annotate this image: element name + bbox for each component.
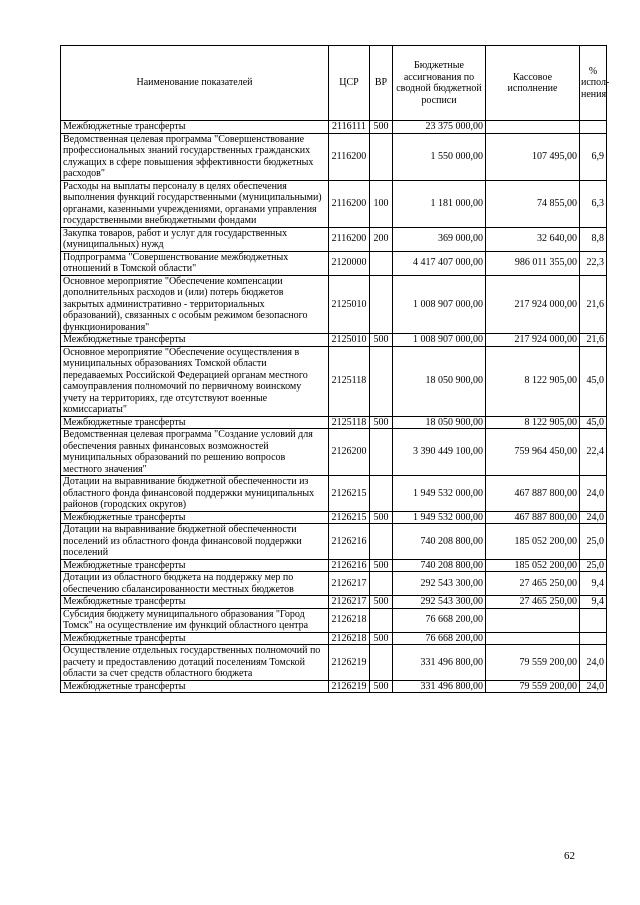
row-name: Субсидия бюджету муниципального образования "Город Томск" на осуществление им функций областного центра bbox=[61, 608, 329, 632]
row-vr bbox=[370, 346, 393, 416]
table-row bbox=[61, 251, 607, 275]
row-assigned: 1 550 000,00 bbox=[393, 133, 486, 180]
row-csr: 2116200 bbox=[329, 133, 370, 180]
row-csr: 2126218 bbox=[329, 632, 370, 645]
header-pct: % испол-нения bbox=[580, 46, 607, 121]
row-vr: 500 bbox=[370, 680, 393, 693]
row-cash: 8 122 905,00 bbox=[486, 346, 580, 416]
row-csr: 2120000 bbox=[329, 251, 370, 275]
row-pct: 24,0 bbox=[580, 476, 607, 512]
row-csr: 2125118 bbox=[329, 416, 370, 429]
row-csr: 2126215 bbox=[329, 511, 370, 524]
page-number: 62 bbox=[564, 850, 575, 862]
row-assigned: 740 208 800,00 bbox=[393, 559, 486, 572]
row-pct: 22,4 bbox=[580, 429, 607, 476]
row-csr: 2126215 bbox=[329, 476, 370, 512]
row-cash: 27 465 250,00 bbox=[486, 572, 580, 596]
row-cash: 32 640,00 bbox=[486, 227, 580, 251]
row-name: Межбюджетные трансферты bbox=[61, 680, 329, 693]
row-csr: 2126218 bbox=[329, 608, 370, 632]
row-name: Осуществление отдельных государственных полномочий по расчету и предоставлению дотаций поселениям Томской области за счет средств областного бюджета bbox=[61, 645, 329, 681]
row-assigned: 1 181 000,00 bbox=[393, 180, 486, 227]
row-vr: 500 bbox=[370, 416, 393, 429]
row-pct: 9,4 bbox=[580, 596, 607, 609]
row-vr bbox=[370, 429, 393, 476]
row-name: Межбюджетные трансферты bbox=[61, 416, 329, 429]
row-assigned: 1 008 907 000,00 bbox=[393, 334, 486, 347]
row-vr bbox=[370, 133, 393, 180]
row-vr: 500 bbox=[370, 511, 393, 524]
row-pct: 21,6 bbox=[580, 275, 607, 334]
row-name: Расходы на выплаты персоналу в целях обеспечения выполнения функций государственными (муниципальными) органами, казенными учреждениями, органами управления государственными внебюджетными фондами bbox=[61, 180, 329, 227]
header-name: Наименование показателей bbox=[61, 46, 329, 121]
row-assigned: 331 496 800,00 bbox=[393, 645, 486, 681]
row-assigned: 76 668 200,00 bbox=[393, 608, 486, 632]
row-csr: 2116111 bbox=[329, 121, 370, 134]
row-pct: 25,0 bbox=[580, 559, 607, 572]
row-pct: 45,0 bbox=[580, 346, 607, 416]
row-csr: 2116200 bbox=[329, 180, 370, 227]
table-row bbox=[61, 346, 607, 416]
header-assigned: Бюджетные ассигнования по сводной бюджетной росписи bbox=[393, 46, 486, 121]
row-pct: 24,0 bbox=[580, 680, 607, 693]
table-row bbox=[61, 680, 607, 693]
table-row bbox=[61, 572, 607, 596]
row-cash: 79 559 200,00 bbox=[486, 645, 580, 681]
row-csr: 2125010 bbox=[329, 334, 370, 347]
budget-execution-table bbox=[60, 45, 610, 693]
table-row bbox=[61, 121, 607, 134]
row-cash: 467 887 800,00 bbox=[486, 476, 580, 512]
row-vr: 500 bbox=[370, 121, 393, 134]
table-row bbox=[61, 416, 607, 429]
row-assigned: 369 000,00 bbox=[393, 227, 486, 251]
header-csr: ЦСР bbox=[329, 46, 370, 121]
row-csr: 2126216 bbox=[329, 524, 370, 560]
row-vr bbox=[370, 251, 393, 275]
row-pct: 8,8 bbox=[580, 227, 607, 251]
row-name: Межбюджетные трансферты bbox=[61, 632, 329, 645]
row-assigned: 18 050 900,00 bbox=[393, 416, 486, 429]
row-name: Основное мероприятие "Обеспечение осуществления в муниципальных образованиях Томской области передаваемых Российской Федерацией органам местного самоуправления полномочий по первичному воинскому учету на территориях, где отсутствуют военные комиссариаты" bbox=[61, 346, 329, 416]
row-csr: 2125010 bbox=[329, 275, 370, 334]
row-vr bbox=[370, 645, 393, 681]
row-vr: 500 bbox=[370, 559, 393, 572]
row-pct: 24,0 bbox=[580, 511, 607, 524]
table-row bbox=[61, 476, 607, 512]
row-pct: 25,0 bbox=[580, 524, 607, 560]
header-cash: Кассовое исполнение bbox=[486, 46, 580, 121]
row-cash: 27 465 250,00 bbox=[486, 596, 580, 609]
row-cash: 8 122 905,00 bbox=[486, 416, 580, 429]
row-vr: 500 bbox=[370, 596, 393, 609]
header-vr: ВР bbox=[370, 46, 393, 121]
table-row bbox=[61, 632, 607, 645]
row-assigned: 1 008 907 000,00 bbox=[393, 275, 486, 334]
table-row bbox=[61, 596, 607, 609]
row-csr: 2116200 bbox=[329, 227, 370, 251]
row-csr: 2126200 bbox=[329, 429, 370, 476]
row-name: Дотации на выравнивание бюджетной обеспеченности поселений из областного фонда финансовой поддержки поселений bbox=[61, 524, 329, 560]
row-pct: 6,3 bbox=[580, 180, 607, 227]
row-assigned: 292 543 300,00 bbox=[393, 596, 486, 609]
table-row bbox=[61, 227, 607, 251]
row-assigned: 4 417 407 000,00 bbox=[393, 251, 486, 275]
row-name: Ведомственная целевая программа "Совершенствование профессиональных знаний государственных гражданских служащих в сфере повышения эффективности бюджетных расходов" bbox=[61, 133, 329, 180]
row-name: Основное мероприятие "Обеспечение компенсации дополнительных расходов и (или) потерь бюджетов закрытых административно - территориальных образований), связанных с особым режимом безопасного функционирования" bbox=[61, 275, 329, 334]
row-cash: 467 887 800,00 bbox=[486, 511, 580, 524]
table-row bbox=[61, 429, 607, 476]
row-pct: 9,4 bbox=[580, 572, 607, 596]
row-vr bbox=[370, 524, 393, 560]
row-name: Дотации на выравнивание бюджетной обеспеченности из областного фонда финансовой поддержки муниципальных районов (городских округов) bbox=[61, 476, 329, 512]
row-assigned: 1 949 532 000,00 bbox=[393, 511, 486, 524]
row-pct: 22,3 bbox=[580, 251, 607, 275]
row-cash: 986 011 355,00 bbox=[486, 251, 580, 275]
row-name: Межбюджетные трансферты bbox=[61, 559, 329, 572]
row-assigned: 76 668 200,00 bbox=[393, 632, 486, 645]
table-row bbox=[61, 511, 607, 524]
row-csr: 2126217 bbox=[329, 596, 370, 609]
row-vr: 100 bbox=[370, 180, 393, 227]
row-cash: 185 052 200,00 bbox=[486, 559, 580, 572]
row-cash bbox=[486, 121, 580, 134]
table-row bbox=[61, 524, 607, 560]
row-cash bbox=[486, 632, 580, 645]
table-row bbox=[61, 275, 607, 334]
row-name: Ведомственная целевая программа "Создание условий для обеспечения равных финансовых возможностей муниципальных образований по решению вопросов местного значения" bbox=[61, 429, 329, 476]
row-pct bbox=[580, 121, 607, 134]
row-csr: 2126217 bbox=[329, 572, 370, 596]
row-name: Межбюджетные трансферты bbox=[61, 511, 329, 524]
row-pct bbox=[580, 608, 607, 632]
row-vr: 500 bbox=[370, 334, 393, 347]
row-assigned: 3 390 449 100,00 bbox=[393, 429, 486, 476]
table-row bbox=[61, 645, 607, 681]
row-name: Межбюджетные трансферты bbox=[61, 334, 329, 347]
row-vr bbox=[370, 275, 393, 334]
row-pct: 45,0 bbox=[580, 416, 607, 429]
row-assigned: 740 208 800,00 bbox=[393, 524, 486, 560]
table-row bbox=[61, 608, 607, 632]
row-csr: 2125118 bbox=[329, 346, 370, 416]
row-cash: 79 559 200,00 bbox=[486, 680, 580, 693]
row-assigned: 23 375 000,00 bbox=[393, 121, 486, 134]
table-row bbox=[61, 559, 607, 572]
row-vr bbox=[370, 608, 393, 632]
row-assigned: 331 496 800,00 bbox=[393, 680, 486, 693]
row-cash: 217 924 000,00 bbox=[486, 334, 580, 347]
row-cash bbox=[486, 608, 580, 632]
row-pct bbox=[580, 632, 607, 645]
row-pct: 24,0 bbox=[580, 645, 607, 681]
row-pct: 6,9 bbox=[580, 133, 607, 180]
table-row bbox=[61, 133, 607, 180]
row-vr: 500 bbox=[370, 632, 393, 645]
table-row bbox=[61, 334, 607, 347]
row-vr bbox=[370, 572, 393, 596]
row-vr: 200 bbox=[370, 227, 393, 251]
row-name: Межбюджетные трансферты bbox=[61, 596, 329, 609]
row-name: Межбюджетные трансферты bbox=[61, 121, 329, 134]
row-name: Подпрограмма "Совершенствование межбюджетных отношений в Томской области" bbox=[61, 251, 329, 275]
row-vr bbox=[370, 476, 393, 512]
row-name: Дотации из областного бюджета на поддержку мер по обеспечению сбалансированности местных бюджетов bbox=[61, 572, 329, 596]
row-cash: 74 855,00 bbox=[486, 180, 580, 227]
row-assigned: 18 050 900,00 bbox=[393, 346, 486, 416]
row-cash: 759 964 450,00 bbox=[486, 429, 580, 476]
table-body bbox=[61, 121, 607, 693]
table-row bbox=[61, 180, 607, 227]
row-assigned: 1 949 532 000,00 bbox=[393, 476, 486, 512]
row-cash: 185 052 200,00 bbox=[486, 524, 580, 560]
row-csr: 2126219 bbox=[329, 645, 370, 681]
row-name: Закупка товаров, работ и услуг для государственных (муниципальных) нужд bbox=[61, 227, 329, 251]
table-header-row bbox=[61, 46, 607, 121]
row-csr: 2126219 bbox=[329, 680, 370, 693]
row-assigned: 292 543 300,00 bbox=[393, 572, 486, 596]
row-cash: 217 924 000,00 bbox=[486, 275, 580, 334]
row-pct: 21,6 bbox=[580, 334, 607, 347]
row-csr: 2126216 bbox=[329, 559, 370, 572]
row-cash: 107 495,00 bbox=[486, 133, 580, 180]
